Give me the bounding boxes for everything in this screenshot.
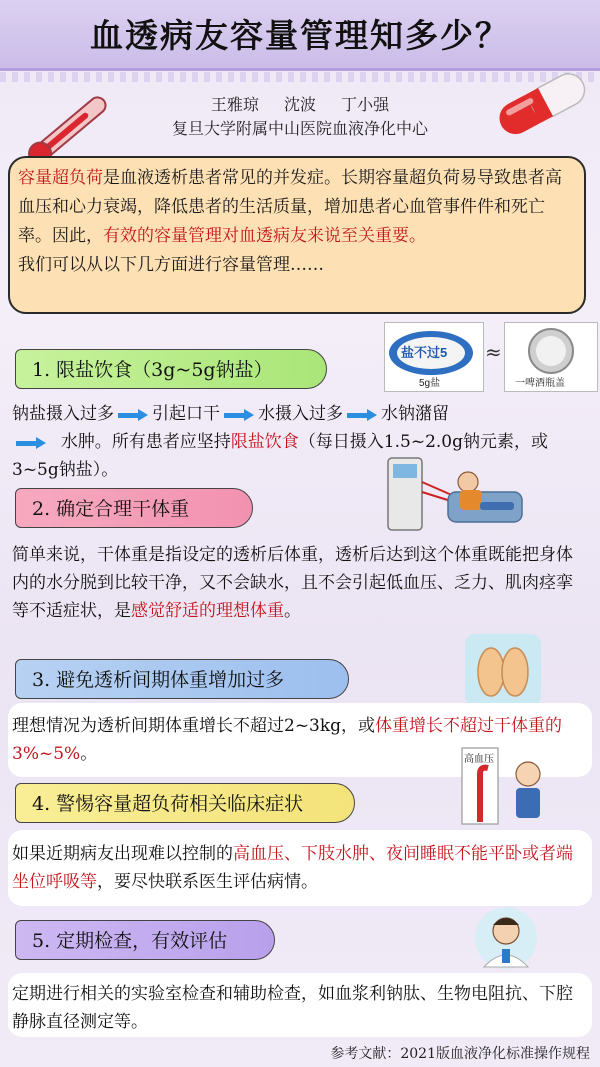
- approx-sign: ≈: [485, 340, 502, 364]
- author-3: 丁小强: [341, 95, 390, 114]
- chain-step-4: 水钠潴留: [381, 404, 449, 424]
- intro-box: [8, 156, 586, 314]
- section-1-text-b: （每日摄入1.5~2.0g钠元素，或3~5g钠盐）。: [12, 432, 549, 480]
- section-1-highlight: 限盐饮食: [230, 432, 299, 452]
- intro-highlight-2: 有效的容量管理对血透病友来说至关重要。: [103, 226, 426, 246]
- section-4-highlight: 高血压、下肢水肿、夜间睡眠不能平卧或者端坐位呼吸等: [12, 844, 573, 892]
- intro-text-1: 是血液透析患者常见的并发症。长期容量超负荷易导致患者高血压和心力衰竭，降低患者的生活质量，增加患者心血管事件件和死亡率。因此，: [18, 168, 562, 246]
- bottle-caption: 一啤酒瓶盖: [515, 378, 565, 389]
- section-3-text-b: 。: [80, 744, 98, 764]
- authors: [0, 92, 600, 115]
- section-5-body: [12, 980, 586, 1036]
- salt-caption: 5g盐: [419, 378, 441, 389]
- dialysis-patient-illustration: [384, 452, 534, 537]
- arrow-icon: [16, 438, 46, 448]
- doctor-illustration: [458, 905, 554, 971]
- high-blood-pressure-illustration: [458, 740, 558, 828]
- chain-step-1: 钠盐摄入过多: [12, 404, 114, 424]
- section-4-text-b: ，要尽快联系医生评估病情。: [97, 872, 318, 892]
- reference-note: 参考文献：2021版血液净化标准操作规程: [330, 1046, 590, 1062]
- section-5-text-a: 定期进行相关的实验室检查和辅助检查，如血浆利钠肽、生物电阻抗、下腔静脉直径测定等。: [12, 984, 573, 1032]
- chain-step-5: 水肿。: [60, 432, 112, 452]
- page-title: 血透病友容量管理知多少？: [90, 16, 510, 55]
- section-3-text-a: 理想情况为透析间期体重增长不超过2~3kg，或: [12, 716, 376, 736]
- section-2-text-b: 。: [284, 601, 301, 621]
- section-4-body: [12, 840, 586, 896]
- section-4-text-a: 如果近期病友出现难以控制的: [12, 844, 233, 864]
- section-2-heading: 2. 确定合理干体重: [15, 488, 253, 528]
- section-2-body: [12, 541, 578, 625]
- author-1: 王雅琼: [210, 95, 259, 114]
- chain-step-3: 水摄入过多: [258, 404, 343, 424]
- section-3-heading: 3. 避免透析间期体重增加过多: [15, 659, 349, 699]
- chain-step-2: 引起口干: [152, 404, 220, 424]
- arrow-icon: [347, 410, 377, 420]
- section-4-heading: 4. 警惕容量超负荷相关临床症状: [15, 783, 355, 823]
- arrow-icon: [224, 410, 254, 420]
- section-1-text-a: 所有患者应坚持: [111, 432, 231, 452]
- bottle-cap-image: [504, 322, 598, 392]
- arrow-icon: [118, 410, 148, 420]
- bp-label: 高血压: [464, 754, 494, 765]
- author-2: 沈波: [283, 95, 316, 114]
- salt-label: 盐不过5: [401, 345, 448, 360]
- swollen-feet-illustration: [463, 632, 543, 708]
- section-5-heading: 5. 定期检查，有效评估: [15, 920, 275, 960]
- institution: 复旦大学附属中山医院血液净化中心: [171, 119, 428, 138]
- salt-spoon-image: [384, 322, 484, 392]
- section-3-highlight: 体重增长不超过干体重的3%~5%: [12, 716, 563, 764]
- intro-text-2: 我们可以从以下几方面进行容量管理……: [18, 255, 324, 275]
- section-2-highlight: 感觉舒适的理想体重: [131, 601, 284, 621]
- section-1-heading: 1. 限盐饮食（3g~5g钠盐）: [15, 349, 327, 389]
- section-2-text-a: 简单来说，干体重是指设定的透析后体重，透析后达到这个体重既能把身体内的水分脱到比较干净，又不会缺水，且不会引起低血压、乏力、肌肉痉挛等不适症状，是: [12, 545, 573, 621]
- intro-highlight-1: 容量超负荷: [18, 168, 103, 188]
